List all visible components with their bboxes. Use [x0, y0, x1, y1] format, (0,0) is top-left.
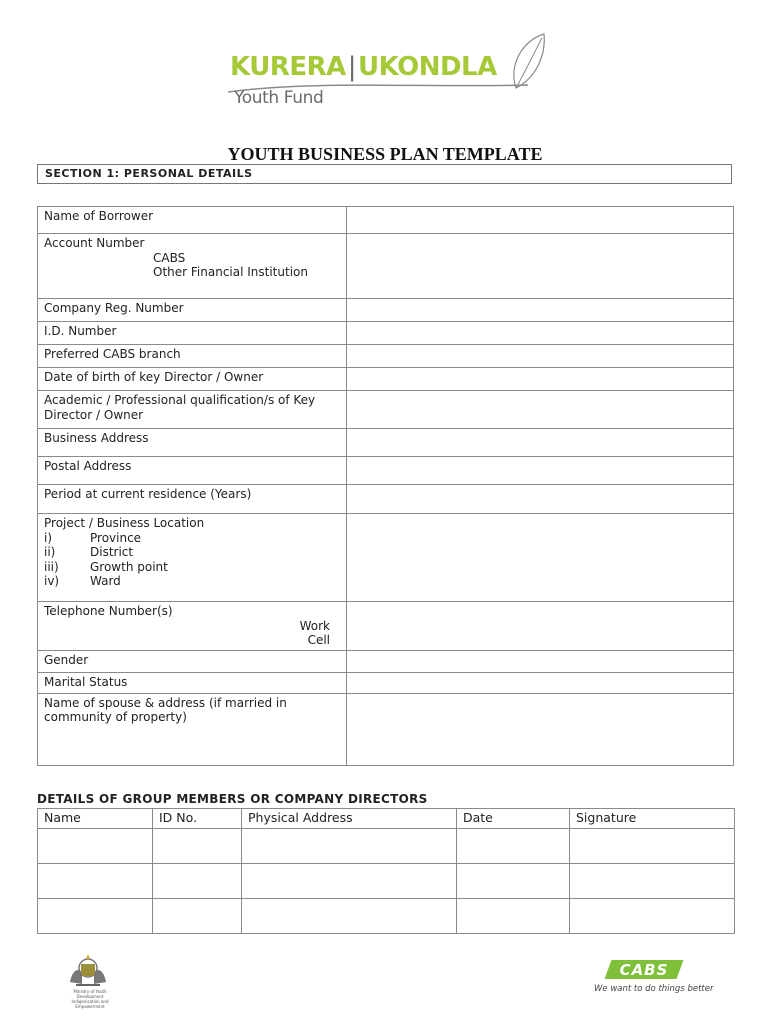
table-cell[interactable]: [153, 829, 242, 864]
marital-status-label: Marital Status: [38, 672, 347, 693]
table-row: [38, 864, 735, 899]
company-reg-field[interactable]: [347, 299, 734, 322]
group-members-heading: DETAILS OF GROUP MEMBERS OR COMPANY DIRECTORS: [37, 792, 428, 806]
table-cell[interactable]: [570, 829, 735, 864]
table-cell[interactable]: [570, 899, 735, 934]
location-item-num: iii): [44, 559, 59, 574]
logo-brand-left: KURERA: [230, 52, 346, 82]
business-address-label: Business Address: [38, 429, 347, 457]
marital-status-field[interactable]: [347, 672, 734, 693]
col-header-date: Date: [457, 809, 570, 829]
dob-label: Date of birth of key Director / Owner: [38, 368, 347, 391]
location-item-num: i): [44, 530, 53, 545]
table-cell[interactable]: [570, 864, 735, 899]
col-header-address: Physical Address: [242, 809, 457, 829]
cabs-tagline: We want to do things better: [594, 984, 714, 994]
table-cell[interactable]: [242, 899, 457, 934]
account-number-label: [38, 234, 347, 299]
work-label: Work: [299, 618, 330, 633]
table-cell[interactable]: [153, 864, 242, 899]
ministry-line-2: Indigenisation and Empowerment: [71, 999, 109, 1009]
logo-brand: KURERA|UKONDLA: [230, 52, 497, 82]
section-1-heading: SECTION 1: PERSONAL DETAILS: [37, 164, 732, 184]
table-cell[interactable]: [242, 864, 457, 899]
spouse-label: Name of spouse & address (if married in community of property): [38, 693, 347, 765]
col-header-name: Name: [38, 809, 153, 829]
dob-field[interactable]: [347, 368, 734, 391]
group-members-table: [37, 808, 735, 934]
project-location-field[interactable]: [347, 514, 734, 602]
col-header-id: ID No.: [153, 809, 242, 829]
location-item: [44, 574, 340, 589]
cabs-label: CABS: [153, 250, 186, 265]
kurera-ukondla-logo: [228, 30, 558, 115]
period-residence-field[interactable]: [347, 485, 734, 514]
other-fi-label: Other Financial Institution: [153, 265, 308, 279]
postal-address-label: Postal Address: [38, 457, 347, 485]
project-location-label: [38, 514, 347, 602]
location-item: [44, 531, 340, 546]
id-number-field[interactable]: [347, 322, 734, 345]
preferred-branch-field[interactable]: [347, 345, 734, 368]
telephone-label: [38, 602, 347, 651]
table-row: [38, 899, 735, 934]
table-cell[interactable]: [242, 829, 457, 864]
gender-field[interactable]: [347, 650, 734, 672]
name-of-borrower-field[interactable]: [347, 207, 734, 234]
table-cell[interactable]: [457, 899, 570, 934]
table-cell[interactable]: [38, 864, 153, 899]
spouse-field[interactable]: [347, 693, 734, 765]
ministry-line-1: Ministry of Youth Development: [73, 989, 107, 999]
table-cell[interactable]: [38, 899, 153, 934]
page-title: YOUTH BUSINESS PLAN TEMPLATE: [227, 144, 543, 164]
academic-field[interactable]: [347, 391, 734, 429]
project-location-text: Project / Business Location: [44, 516, 205, 530]
cabs-wordmark: CABS: [619, 961, 669, 979]
telephone-field[interactable]: [347, 602, 734, 651]
academic-label: Academic / Professional qualification/s of Key Director / Owner: [38, 391, 347, 429]
name-of-borrower-label: Name of Borrower: [38, 207, 347, 234]
table-row: [38, 829, 735, 864]
account-number-text: Account Number: [44, 236, 145, 250]
cell-label: Cell: [307, 633, 330, 647]
id-number-label: I.D. Number: [38, 322, 347, 345]
company-reg-label: Company Reg. Number: [38, 299, 347, 322]
logo-subtitle: Youth Fund: [234, 88, 324, 108]
preferred-branch-label: Preferred CABS branch: [38, 345, 347, 368]
logo-brand-right: UKONDLA: [358, 52, 497, 82]
period-residence-label: Period at current residence (Years): [38, 485, 347, 514]
location-item-num: iv): [44, 574, 60, 588]
table-cell[interactable]: [38, 829, 153, 864]
location-item: [44, 560, 340, 575]
postal-address-field[interactable]: [347, 457, 734, 485]
location-item: [44, 545, 340, 560]
location-item-num: ii): [44, 545, 56, 559]
gender-label: Gender: [38, 650, 347, 672]
ministry-caption: [60, 989, 120, 1009]
business-address-field[interactable]: [347, 429, 734, 457]
table-cell[interactable]: [457, 864, 570, 899]
col-header-signature: Signature: [570, 809, 735, 829]
location-item-label: Province: [90, 530, 142, 545]
location-item-label: District: [90, 545, 134, 559]
cabs-logo: [594, 960, 724, 1002]
location-item-label: Ward: [90, 574, 121, 588]
personal-details-table: [37, 206, 734, 766]
account-number-field[interactable]: [347, 234, 734, 299]
table-cell[interactable]: [457, 829, 570, 864]
table-cell[interactable]: [153, 899, 242, 934]
location-item-label: Growth point: [90, 559, 168, 574]
telephone-text: Telephone Number(s): [44, 604, 173, 618]
